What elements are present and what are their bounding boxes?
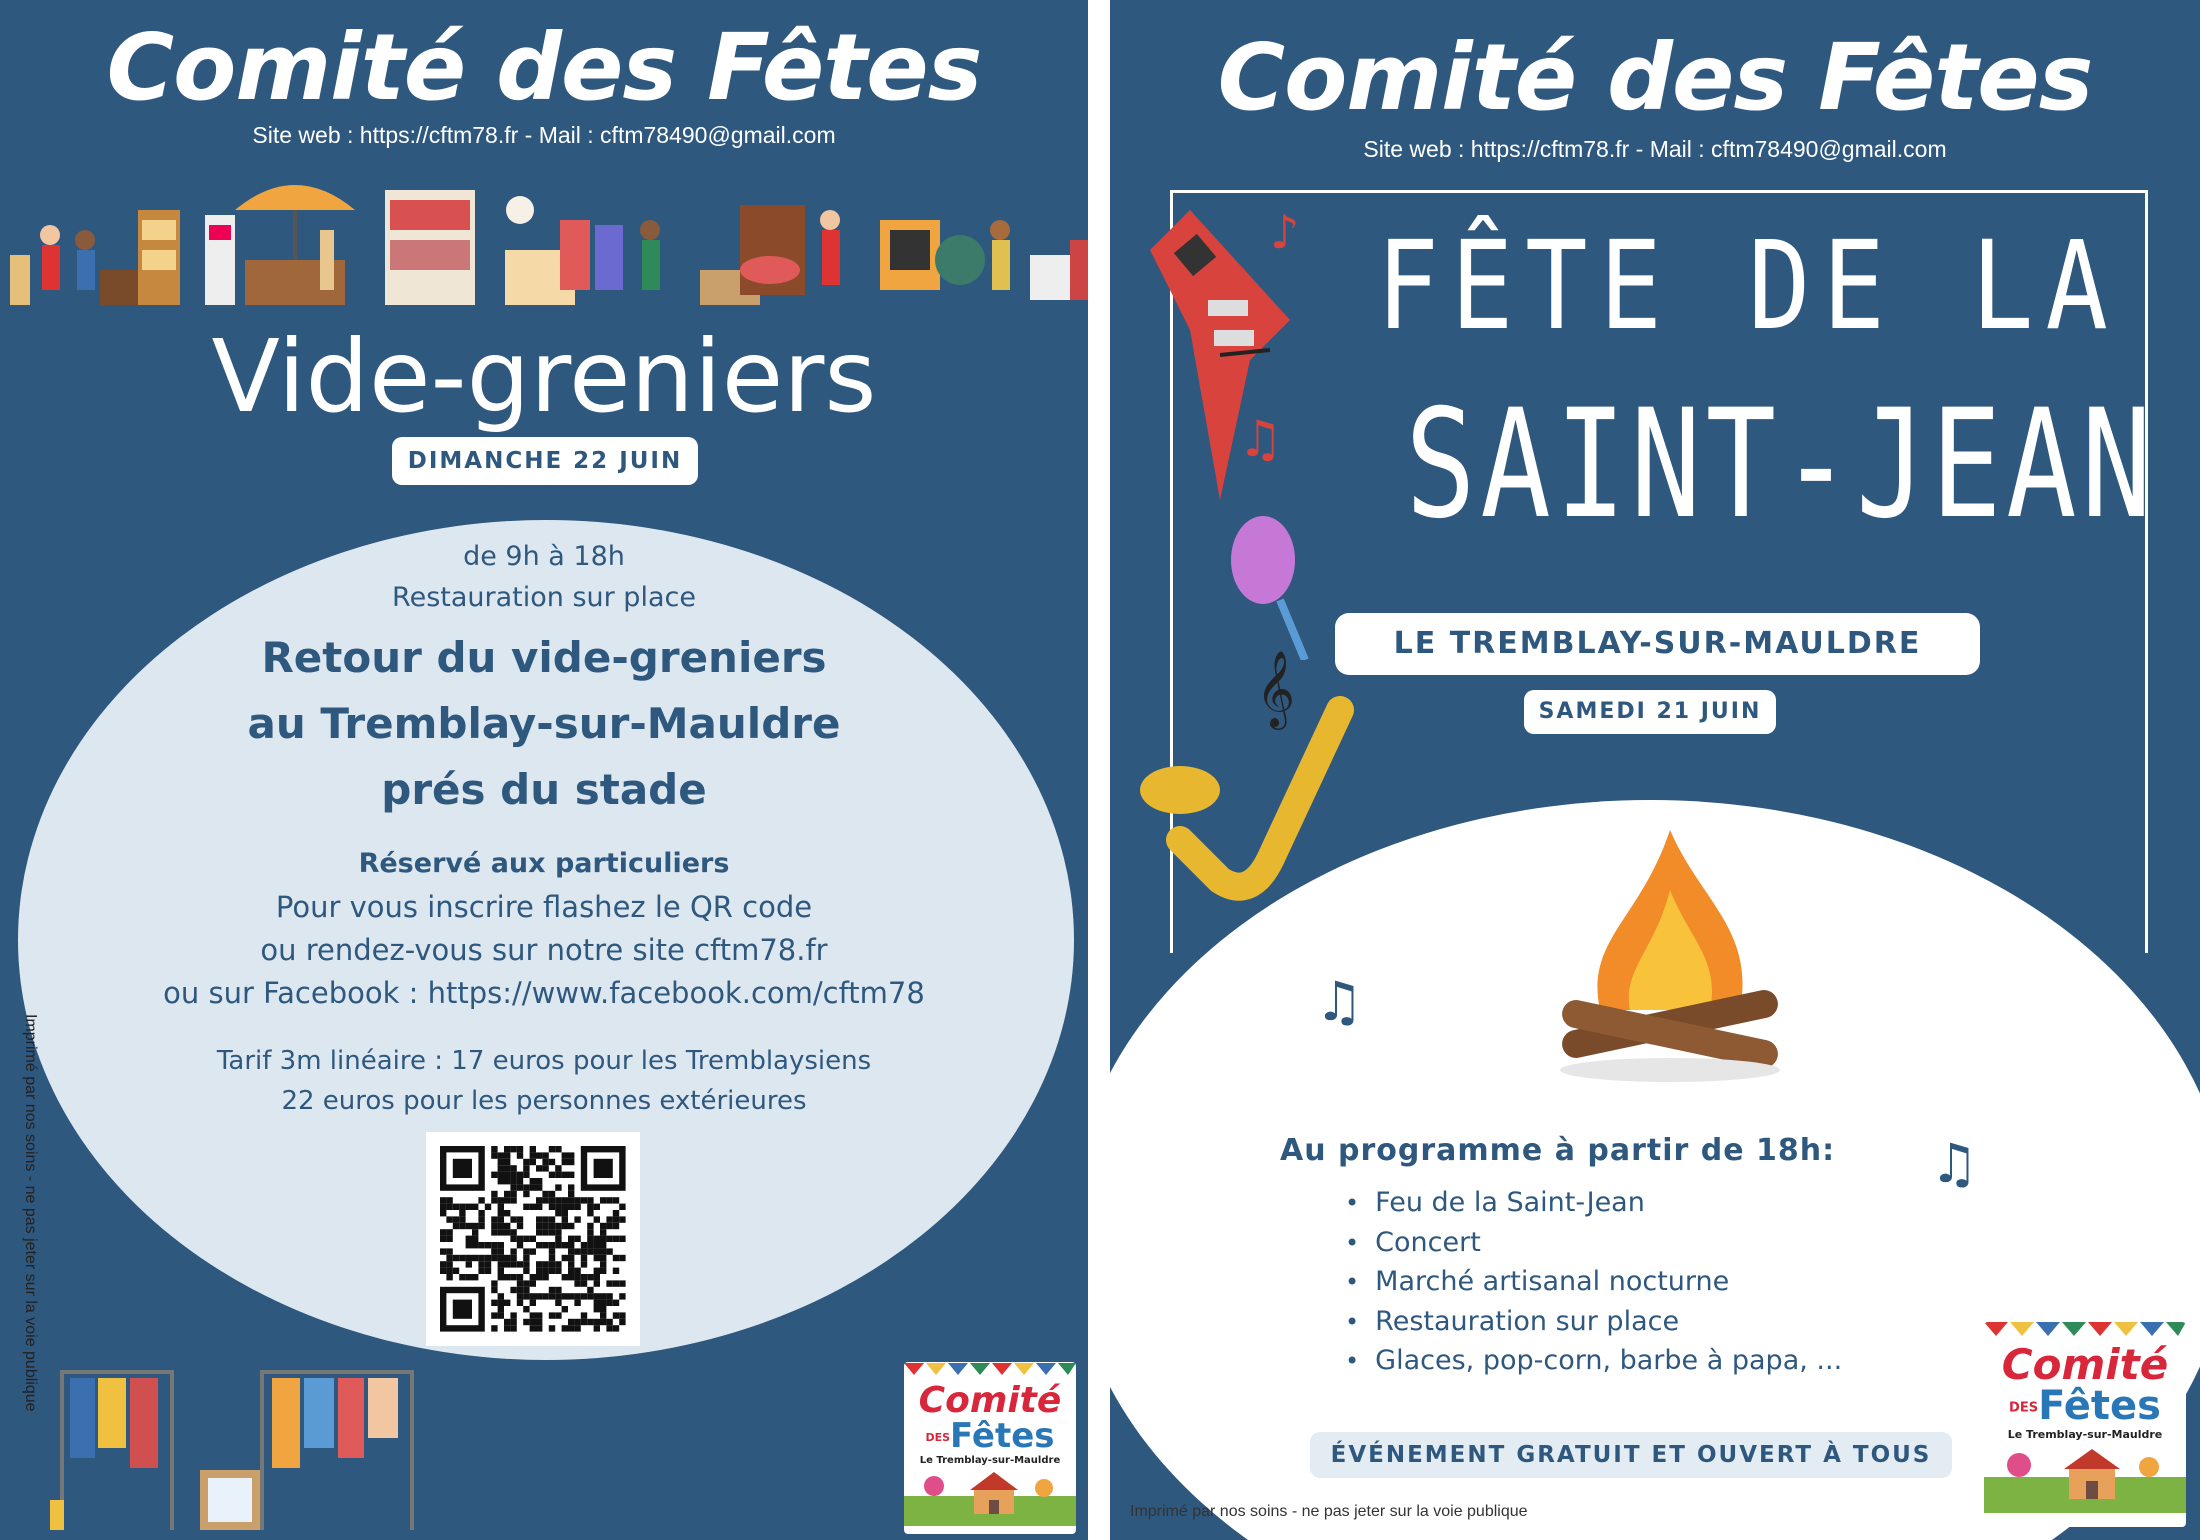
event-title-line-1: FÊTE DE LA <box>1376 215 2120 357</box>
org-title: Comité des Fêtes <box>106 14 982 121</box>
logo-town: Le Tremblay-sur-Mauldre <box>919 1455 1061 1466</box>
reserved-text: Réservé aux particuliers <box>358 848 730 879</box>
headline-line-3: prés du stade <box>381 765 707 814</box>
comite-logo <box>904 1362 1076 1534</box>
music-note-icon: ♪ <box>1270 205 1300 259</box>
bunting-icon <box>1984 1322 2186 1338</box>
program-item: • Feu de la Saint-Jean <box>1345 1183 1842 1223</box>
qr-code[interactable] <box>426 1132 640 1346</box>
flea-market-illustration <box>0 160 1088 310</box>
program-item: • Marché artisanal nocturne <box>1345 1262 1842 1302</box>
logo-town: Le Tremblay-sur-Mauldre <box>2007 1428 2163 1441</box>
tarif-line-2: 22 euros pour les personnes extérieures <box>281 1086 807 1116</box>
village-house-icon <box>1984 1441 2186 1513</box>
signup-line-2: ou rendez-vous sur notre site cftm78.fr <box>260 933 828 967</box>
contact-line: Site web : https://cftm78.fr - Mail : cftm78490@gmail.com <box>252 122 836 148</box>
logo-line-2 <box>1984 1383 2186 1429</box>
clothes-rack-illustration <box>50 1350 470 1540</box>
org-title: Comité des Fêtes <box>1217 24 2093 131</box>
music-note-icon: ♫ <box>1930 1132 1979 1195</box>
date-pill: DIMANCHE 22 JUIN <box>392 437 698 485</box>
logo-fetes: Fêtes <box>2038 1383 2161 1429</box>
signup-line-3: ou sur Facebook : https://www.facebook.com/cftm78 <box>163 976 925 1010</box>
date-pill: SAMEDI 21 JUIN <box>1524 690 1776 734</box>
logo-line-1: Comité <box>2001 1340 2169 1389</box>
music-note-icon: ♫ <box>1315 970 1364 1033</box>
location-pill: LE TREMBLAY-SUR-MAULDRE <box>1335 613 1980 675</box>
headline-line-1: Retour du vide-greniers <box>261 633 827 682</box>
free-event-pill: ÉVÉNEMENT GRATUIT ET OUVERT À TOUS <box>1310 1432 1952 1478</box>
logo-line-1: Comité <box>918 1380 1062 1421</box>
tarif-line-1: Tarif 3m linéaire : 17 euros pour les Tremblaysiens <box>216 1046 872 1076</box>
logo-line-2 <box>904 1416 1076 1456</box>
program-item: • Glaces, pop-corn, barbe à papa, ... <box>1345 1341 1842 1381</box>
treble-clef-icon: 𝄞 <box>1256 650 1296 727</box>
program-item: • Concert <box>1345 1223 1842 1263</box>
poster-saint-jean <box>1110 0 2200 1540</box>
logo-small: DES <box>925 1431 951 1444</box>
logo-small: DES <box>2009 1400 2039 1416</box>
poster-vide-greniers <box>0 0 1088 1540</box>
logo-fetes: Fêtes <box>950 1416 1055 1456</box>
hours-text: de 9h à 18h <box>463 541 625 572</box>
maracas-icon <box>1225 510 1315 660</box>
signup-line-1: Pour vous inscrire flashez le QR code <box>275 890 813 924</box>
program-item: • Restauration sur place <box>1345 1302 1842 1342</box>
print-footnote: Imprimé par nos soins - ne pas jeter sur la voie publique <box>1130 1503 1528 1520</box>
food-text: Restauration sur place <box>392 582 696 613</box>
event-title-line-2: SAINT-JEAN <box>1405 378 2157 552</box>
village-house-icon <box>904 1466 1076 1526</box>
contact-line: Site web : https://cftm78.fr - Mail : cftm78490@gmail.com <box>1363 136 1947 162</box>
print-footnote: Imprimé par nos soins - ne pas jeter sur la voie publique <box>22 1014 39 1412</box>
music-note-icon: ♫ <box>1238 410 1283 468</box>
program-title: Au programme à partir de 18h: <box>1280 1133 1836 1168</box>
comite-logo <box>1984 1322 2186 1527</box>
bunting-icon <box>904 1363 1076 1377</box>
event-title: Vide-greniers <box>211 318 877 435</box>
program-list <box>1345 1183 1842 1381</box>
campfire-icon <box>1540 820 1800 1090</box>
headline-line-2: au Tremblay-sur-Mauldre <box>247 699 841 748</box>
